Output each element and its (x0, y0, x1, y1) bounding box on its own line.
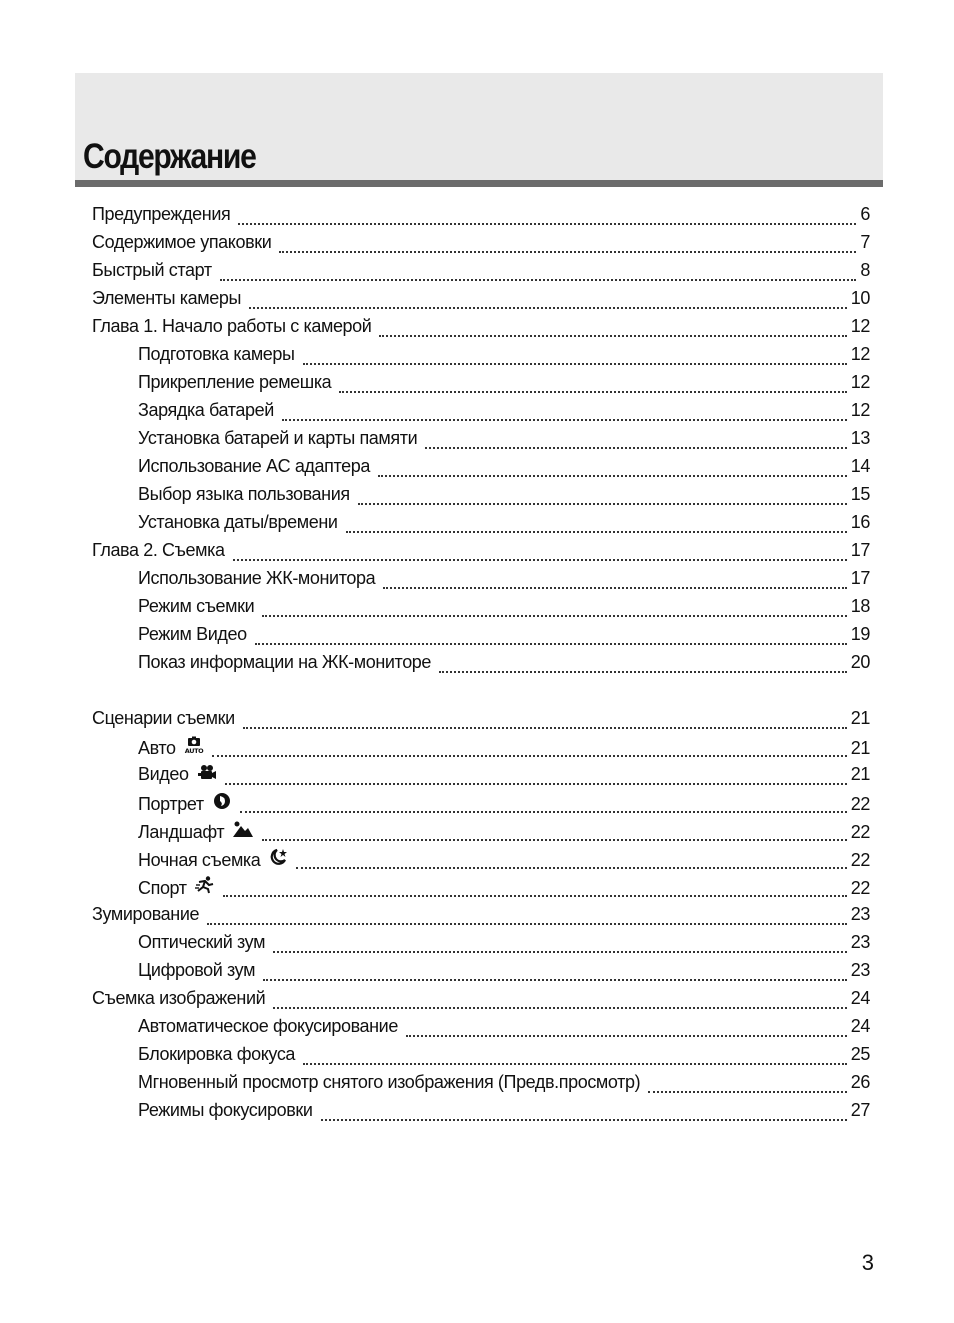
toc-leader-dots (346, 530, 847, 533)
toc-entry-page: 12 (850, 344, 870, 364)
toc-entry[interactable] (92, 456, 870, 484)
toc-entry[interactable] (92, 652, 870, 680)
toc-entry[interactable] (92, 260, 870, 288)
toc-leader-dots (273, 1006, 846, 1009)
toc-entry-page: 12 (850, 400, 870, 420)
page-title: Содержание (83, 137, 256, 176)
toc-entry-label: Портрет (138, 794, 204, 814)
toc-leader-dots (225, 782, 847, 785)
toc-entry[interactable] (92, 568, 870, 596)
toc-entry[interactable] (92, 344, 870, 372)
sport-icon (195, 876, 215, 899)
toc-entry[interactable] (92, 820, 870, 848)
toc-leader-dots (240, 810, 847, 813)
toc-leader-dots (262, 614, 847, 617)
toc-entry-label: Съемка изображений (92, 988, 266, 1008)
toc-entry-page: 24 (850, 1016, 870, 1036)
toc-entry-label: Зумирование (92, 904, 200, 924)
toc-entry[interactable] (92, 400, 870, 428)
toc-entry-page: 18 (850, 596, 870, 616)
toc-leader-dots (263, 978, 847, 981)
toc-entry-label: Авто (138, 738, 176, 758)
toc-entry-page: 8 (860, 260, 870, 280)
toc-entry-page: 23 (850, 960, 870, 980)
toc-entry[interactable] (92, 960, 870, 988)
toc-entry-page: 21 (850, 708, 870, 728)
toc-entry[interactable] (92, 204, 870, 232)
toc-leader-dots (303, 1062, 847, 1065)
toc-entry-page: 17 (850, 540, 870, 560)
toc-entry-label: Видео (138, 764, 189, 784)
toc-entry[interactable] (92, 1072, 870, 1100)
toc-entry-label: Режимы фокусировки (138, 1100, 313, 1120)
portrait-icon (212, 792, 232, 815)
video-camera-icon (197, 764, 217, 785)
toc-entry-page: 23 (850, 904, 870, 924)
landscape-icon (232, 820, 254, 843)
toc-entry-page: 20 (850, 652, 870, 672)
toc-entry[interactable] (92, 736, 870, 764)
toc-entry-label: Автоматическое фокусирование (138, 1016, 398, 1036)
toc-entry[interactable] (92, 596, 870, 624)
toc-entry-label: Подготовка камеры (138, 344, 295, 364)
toc-leader-dots (212, 754, 847, 757)
toc-entry-label: Глава 1. Начало работы с камерой (92, 316, 372, 336)
toc-entry-page: 15 (850, 484, 870, 504)
toc-entry-label: Глава 2. Съемка (92, 540, 225, 560)
page-number: 3 (861, 1250, 874, 1275)
toc-entry-label: Выбор языка пользования (138, 484, 350, 504)
toc-entry[interactable] (92, 316, 870, 344)
toc-leader-dots (282, 418, 847, 421)
toc-entry-page: 22 (850, 822, 870, 842)
toc-entry[interactable] (92, 876, 870, 904)
toc-leader-dots (303, 362, 847, 365)
toc-entry-label: Спорт (138, 878, 187, 898)
toc-leader-dots (321, 1118, 847, 1121)
toc-leader-dots (220, 278, 856, 281)
toc-entry[interactable] (92, 484, 870, 512)
toc-leader-dots (207, 922, 847, 925)
toc-entry-label: Установка даты/времени (138, 512, 338, 532)
toc-entry[interactable] (92, 1016, 870, 1044)
toc-entry-page: 21 (850, 738, 870, 758)
toc-entry-label: Оптический зум (138, 932, 266, 952)
toc-leader-dots (425, 446, 847, 449)
toc-entry-page: 23 (850, 932, 870, 952)
toc-leader-dots (279, 250, 856, 253)
toc-entry[interactable] (92, 288, 870, 316)
toc-entry-label: Использование ЖК-монитора (138, 568, 376, 588)
toc-entry[interactable] (92, 792, 870, 820)
toc-entry[interactable] (92, 428, 870, 456)
toc-entry[interactable] (92, 512, 870, 540)
toc-entry-page: 26 (850, 1072, 870, 1092)
toc-entry-page: 7 (860, 232, 870, 252)
toc-entry-label: Режим съемки (138, 596, 255, 616)
toc-entry[interactable] (92, 540, 870, 568)
toc-entry[interactable] (92, 624, 870, 652)
toc-entry-page: 17 (850, 568, 870, 588)
toc-entry[interactable] (92, 764, 870, 792)
toc-leader-dots (243, 726, 847, 729)
toc-leader-dots (262, 838, 847, 841)
toc-leader-dots (233, 558, 847, 561)
toc-entry-label: Зарядка батарей (138, 400, 274, 420)
auto-camera-icon (184, 736, 204, 759)
toc-entry-label: Содержимое упаковки (92, 232, 272, 252)
toc-entry-label: Блокировка фокуса (138, 1044, 296, 1064)
toc-entry-label: Показ информации на ЖК-мониторе (138, 652, 432, 672)
toc-leader-dots (223, 894, 847, 897)
toc-entry-page: 27 (850, 1100, 870, 1120)
toc-entry-label: Ночная съемка (138, 850, 261, 870)
toc-entry-page: 21 (850, 764, 870, 784)
toc-entry-page: 19 (850, 624, 870, 644)
toc-entry-page: 6 (860, 204, 870, 224)
toc-entry[interactable] (92, 1044, 870, 1072)
toc-entry-label: Сценарии съемки (92, 708, 235, 728)
toc-entry-label: Прикрепление ремешка (138, 372, 332, 392)
toc-entry-page: 22 (850, 850, 870, 870)
toc-entry[interactable] (92, 232, 870, 260)
toc-entry[interactable] (92, 848, 870, 876)
toc-leader-dots (378, 474, 847, 477)
toc-entry-page: 16 (850, 512, 870, 532)
toc-entry-page: 22 (850, 794, 870, 814)
header-band (75, 73, 883, 180)
toc-entry-page: 24 (850, 988, 870, 1008)
header-rule (75, 180, 883, 187)
svg-text:AUTO: AUTO (184, 747, 203, 754)
table-of-contents (92, 204, 870, 1128)
toc-entry-page: 14 (850, 456, 870, 476)
toc-entry-label: Цифровой зум (138, 960, 256, 980)
toc-leader-dots (406, 1034, 847, 1037)
toc-entry-page: 12 (850, 316, 870, 336)
toc-entry[interactable] (92, 932, 870, 960)
toc-leader-dots (339, 390, 846, 393)
toc-leader-dots (249, 306, 847, 309)
night-icon (268, 848, 288, 871)
toc-entry-label: Мгновенный просмотр снятого изображения (Предв.просмотр) (138, 1072, 641, 1092)
toc-entry[interactable] (92, 372, 870, 400)
toc-entry-label: Режим Видео (138, 624, 247, 644)
toc-entry-label: Установка батарей и карты памяти (138, 428, 418, 448)
toc-entry[interactable] (92, 708, 870, 736)
toc-entry-label: Использование AC адаптера (138, 456, 370, 476)
toc-entry-label: Предупреждения (92, 204, 231, 224)
toc-entry-page: 22 (850, 878, 870, 898)
toc-leader-dots (273, 950, 847, 953)
toc-entry-page: 10 (850, 288, 870, 308)
toc-leader-dots (439, 670, 847, 673)
toc-entry[interactable] (92, 1100, 870, 1128)
toc-entry-page: 12 (850, 372, 870, 392)
toc-entry[interactable] (92, 988, 870, 1016)
toc-entry-page: 13 (850, 428, 870, 448)
toc-leader-dots (255, 642, 847, 645)
toc-entry-label: Ландшафт (138, 822, 225, 842)
toc-entry[interactable] (92, 904, 870, 932)
toc-entry-label: Быстрый старт (92, 260, 212, 280)
toc-leader-dots (383, 586, 847, 589)
toc-leader-dots (238, 222, 856, 225)
toc-leader-dots (296, 866, 846, 869)
toc-leader-dots (648, 1090, 847, 1093)
toc-entry-page: 25 (850, 1044, 870, 1064)
toc-leader-dots (358, 502, 847, 505)
toc-leader-dots (379, 334, 846, 337)
toc-entry-label: Элементы камеры (92, 288, 241, 308)
